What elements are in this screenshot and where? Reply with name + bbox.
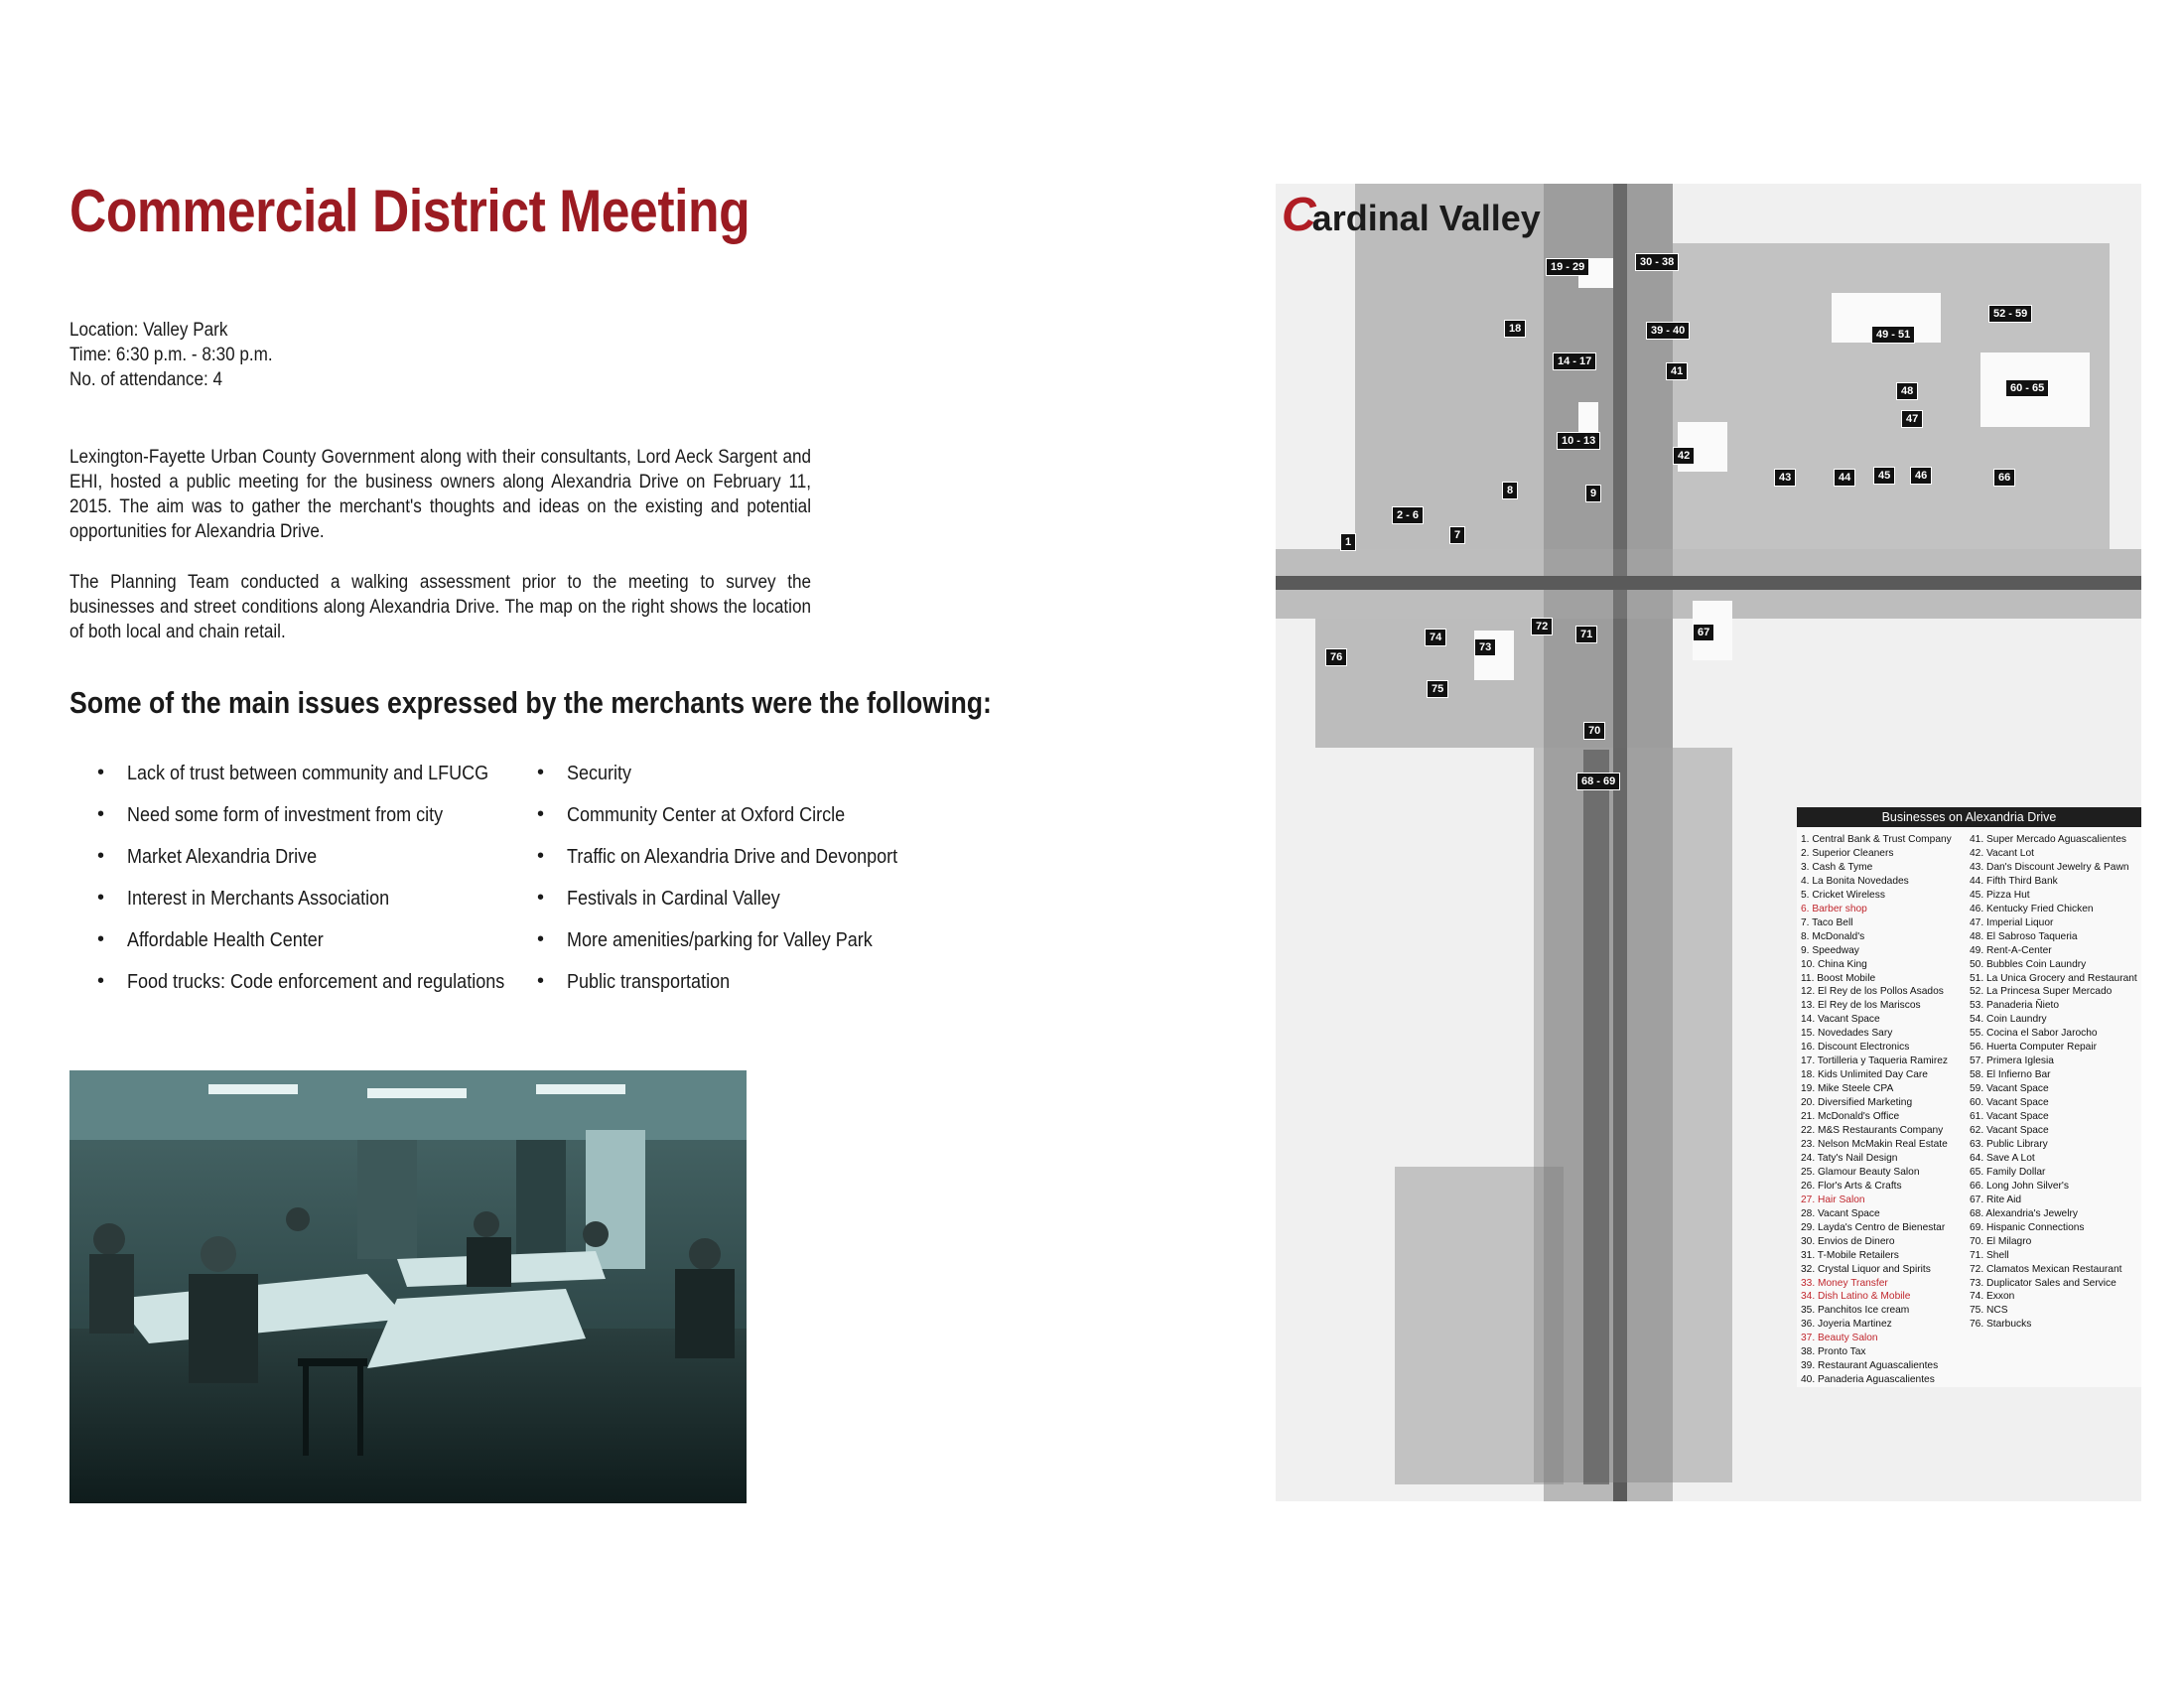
legend-entry: 23. Nelson McMakin Real Estate: [1801, 1138, 1948, 1150]
legend-entry: 15. Novedades Sary: [1801, 1028, 1893, 1040]
map-label: 52 - 59: [1988, 305, 2032, 323]
legend-entry: 52. La Princesa Super Mercado: [1970, 986, 2113, 998]
legend-entry: 32. Crystal Liquor and Spirits: [1801, 1263, 1931, 1275]
legend-entry: 70. El Milagro: [1970, 1235, 2032, 1247]
issues-list-right: [509, 763, 934, 1013]
assessment-paragraph: The Planning Team conducted a walking assessment prior to the meeting to survey the businesses and street conditions along Alexandria Drive. The map on the right shows the location of both local and chain retail.: [69, 572, 811, 642]
legend-entry: 18. Kids Unlimited Day Care: [1801, 1069, 1928, 1081]
map-label: 41: [1666, 362, 1688, 380]
map-label: 74: [1425, 629, 1446, 646]
meeting-location: Location: Valley Park: [69, 320, 228, 341]
legend-entry: 73. Duplicator Sales and Service: [1970, 1277, 2116, 1289]
legend-entry: 19. Mike Steele CPA: [1801, 1083, 1894, 1095]
issues-list-left: [69, 763, 546, 1013]
page-title: Commercial District Meeting: [69, 178, 751, 244]
legend-entry: 9. Speedway: [1801, 944, 1859, 956]
issue-item: • Market Alexandria Drive: [69, 846, 546, 888]
map-label: 67: [1693, 624, 1714, 641]
legend-entry: 34. Dish Latino & Mobile: [1801, 1291, 1911, 1303]
legend-entry: 27. Hair Salon: [1801, 1194, 1865, 1205]
legend-entry: 17. Tortilleria y Taqueria Ramirez: [1801, 1055, 1948, 1067]
map-label: 48: [1896, 382, 1918, 400]
legend-entry: 67. Rite Aid: [1970, 1194, 2022, 1205]
legend-entry: 13. El Rey de los Mariscos: [1801, 1000, 1921, 1012]
map-label: 42: [1673, 447, 1695, 465]
legend-entry: 31. T-Mobile Retailers: [1801, 1249, 1899, 1261]
legend-entry: 30. Envios de Dinero: [1801, 1235, 1895, 1247]
legend-entry: 51. La Unica Grocery and Restaurant: [1970, 972, 2137, 984]
map-label: 7: [1449, 526, 1465, 544]
legend-entry: 62. Vacant Space: [1970, 1125, 2049, 1137]
map-label: 72: [1531, 618, 1553, 635]
legend-entry: 35. Panchitos Ice cream: [1801, 1305, 1910, 1317]
legend-entry: 60. Vacant Space: [1970, 1097, 2049, 1109]
legend-entry: 76. Starbucks: [1970, 1319, 2032, 1331]
map-label: 1: [1340, 533, 1356, 551]
map-label: 66: [1993, 469, 2015, 487]
map-label: 60 - 65: [2005, 379, 2049, 397]
issue-item: • Need some form of investment from city: [69, 804, 546, 846]
legend-entry: 59. Vacant Space: [1970, 1083, 2049, 1095]
legend-entry: 3. Cash & Tyme: [1801, 861, 1873, 873]
legend-entry: 57. Primera Iglesia: [1970, 1055, 2054, 1067]
map-label: 30 - 38: [1635, 253, 1679, 271]
legend-entry: 21. McDonald's Office: [1801, 1111, 1900, 1123]
legend-entry: 75. NCS: [1970, 1305, 2008, 1317]
cardinal-valley-map: [1276, 184, 2141, 1501]
meeting-time: Time: 6:30 p.m. - 8:30 p.m.: [69, 345, 273, 365]
legend-entry: 66. Long John Silver's: [1970, 1180, 2069, 1192]
legend-entry: 1. Central Bank & Trust Company: [1801, 834, 1952, 845]
legend-entry: 47. Imperial Liquor: [1970, 916, 2054, 928]
legend-title: Businesses on Alexandria Drive: [1797, 807, 2141, 827]
map-label: 70: [1583, 722, 1605, 740]
legend-entry: 6. Barber shop: [1801, 903, 1867, 914]
map-logo: Cardinal Valley: [1282, 189, 1541, 241]
map-label: 73: [1474, 638, 1496, 656]
legend-list-right: [1970, 833, 2140, 1387]
legend-entry: 53. Panaderia Ñieto: [1970, 1000, 2060, 1012]
legend-entry: 46. Kentucky Fried Chicken: [1970, 903, 2094, 914]
meeting-photo-illustration: [69, 1070, 747, 1503]
legend-entry: 42. Vacant Lot: [1970, 847, 2034, 859]
meeting-attendance: No. of attendance: 4: [69, 369, 223, 390]
legend-entry: 11. Boost Mobile: [1801, 972, 1876, 984]
legend-entry: 14. Vacant Space: [1801, 1014, 1880, 1026]
legend-entry: 43. Dan's Discount Jewelry & Pawn: [1970, 861, 2129, 873]
map-label: 46: [1910, 467, 1932, 485]
legend-entry: 5. Cricket Wireless: [1801, 889, 1885, 901]
legend-entry: 26. Flor's Arts & Crafts: [1801, 1180, 1902, 1192]
legend-entry: 74. Exxon: [1970, 1291, 2015, 1303]
map-label: 19 - 29: [1546, 258, 1589, 276]
issue-item: • More amenities/parking for Valley Park: [509, 929, 934, 971]
legend-entry: 40. Panaderia Aguascalientes: [1801, 1374, 1935, 1386]
map-label: 45: [1873, 467, 1895, 485]
issue-item: • Festivals in Cardinal Valley: [509, 888, 934, 929]
legend-entry: 29. Layda's Centro de Bienestar: [1801, 1221, 1946, 1233]
map-label: 8: [1502, 482, 1518, 499]
map-label: 76: [1325, 648, 1347, 666]
legend-entry: 44. Fifth Third Bank: [1970, 875, 2058, 887]
legend-entry: 12. El Rey de los Pollos Asados: [1801, 986, 1944, 998]
map-label: 49 - 51: [1871, 326, 1915, 344]
legend-entry: 50. Bubbles Coin Laundry: [1970, 958, 2087, 970]
legend-entry: 28. Vacant Space: [1801, 1207, 1880, 1219]
legend-list-left: [1801, 833, 1970, 1387]
legend-entry: 22. M&S Restaurants Company: [1801, 1125, 1944, 1137]
legend-entry: 72. Clamatos Mexican Restaurant: [1970, 1263, 2122, 1275]
issue-item: • Food trucks: Code enforcement and regulations: [69, 971, 546, 1013]
map-label: 39 - 40: [1646, 322, 1690, 340]
legend-entry: 38. Pronto Tax: [1801, 1346, 1866, 1358]
legend-entry: 41. Super Mercado Aguascalientes: [1970, 834, 2127, 845]
legend-entry: 16. Discount Electronics: [1801, 1042, 1910, 1054]
issue-item: • Traffic on Alexandria Drive and Devonport: [509, 846, 934, 888]
map-label: 71: [1575, 626, 1597, 643]
legend-entry: 48. El Sabroso Taqueria: [1970, 930, 2078, 942]
map-label: 68 - 69: [1576, 773, 1620, 790]
legend-entry: 56. Huerta Computer Repair: [1970, 1042, 2097, 1054]
map-label: 14 - 17: [1553, 352, 1596, 370]
business-legend: [1797, 807, 2141, 1387]
map-label: 18: [1504, 320, 1526, 338]
legend-entry: 4. La Bonita Novedades: [1801, 875, 1909, 887]
legend-entry: 24. Taty's Nail Design: [1801, 1152, 1898, 1164]
legend-entry: 55. Cocina el Sabor Jarocho: [1970, 1028, 2098, 1040]
map-label: 10 - 13: [1557, 432, 1600, 450]
issue-item: • Security: [509, 763, 934, 804]
map-label: 2 - 6: [1392, 506, 1424, 524]
map-label: 9: [1585, 485, 1601, 502]
legend-entry: 61. Vacant Space: [1970, 1111, 2049, 1123]
legend-entry: 68. Alexandria's Jewelry: [1970, 1207, 2078, 1219]
legend-entry: 25. Glamour Beauty Salon: [1801, 1166, 1920, 1178]
issues-heading: Some of the main issues expressed by the merchants were the following:: [69, 685, 992, 720]
legend-entry: 63. Public Library: [1970, 1138, 2048, 1150]
issue-item: • Affordable Health Center: [69, 929, 546, 971]
issue-item: • Community Center at Oxford Circle: [509, 804, 934, 846]
map-label: 43: [1774, 469, 1796, 487]
issue-item: • Lack of trust between community and LFUCG: [69, 763, 546, 804]
meeting-photo: [69, 1070, 747, 1503]
legend-entry: 10. China King: [1801, 958, 1867, 970]
legend-entry: 45. Pizza Hut: [1970, 889, 2030, 901]
legend-entry: 64. Save A Lot: [1970, 1152, 2035, 1164]
legend-entry: 39. Restaurant Aguascalientes: [1801, 1360, 1939, 1372]
legend-entry: 33. Money Transfer: [1801, 1277, 1888, 1289]
legend-entry: 54. Coin Laundry: [1970, 1014, 2047, 1026]
issue-item: • Interest in Merchants Association: [69, 888, 546, 929]
issue-item: • Public transportation: [509, 971, 934, 1013]
legend-entry: 20. Diversified Marketing: [1801, 1097, 1913, 1109]
legend-entry: 65. Family Dollar: [1970, 1166, 2046, 1178]
legend-entry: 2. Superior Cleaners: [1801, 847, 1894, 859]
intro-paragraph: Lexington-Fayette Urban County Government along with their consultants, Lord Aeck Sargent and EHI, hosted a public meeting for the business owners along Alexandria Drive on February 11, 2015. The aim was to gather the merchant's thoughts and ideas on the existing and potential opportunities for Alexandria Drive.: [69, 447, 811, 542]
legend-entry: 58. El Infierno Bar: [1970, 1069, 2051, 1081]
legend-entry: 49. Rent-A-Center: [1970, 944, 2052, 956]
legend-entry: 37. Beauty Salon: [1801, 1333, 1878, 1344]
meeting-info: [69, 318, 273, 392]
legend-entry: 8. McDonald's: [1801, 930, 1865, 942]
legend-entry: 71. Shell: [1970, 1249, 2009, 1261]
map-label: 44: [1834, 469, 1855, 487]
legend-entry: 36. Joyeria Martinez: [1801, 1319, 1892, 1331]
map-label: 75: [1427, 680, 1448, 698]
legend-entry: 7. Taco Bell: [1801, 916, 1853, 928]
map-label: 47: [1901, 410, 1923, 428]
legend-entry: 69. Hispanic Connections: [1970, 1221, 2085, 1233]
